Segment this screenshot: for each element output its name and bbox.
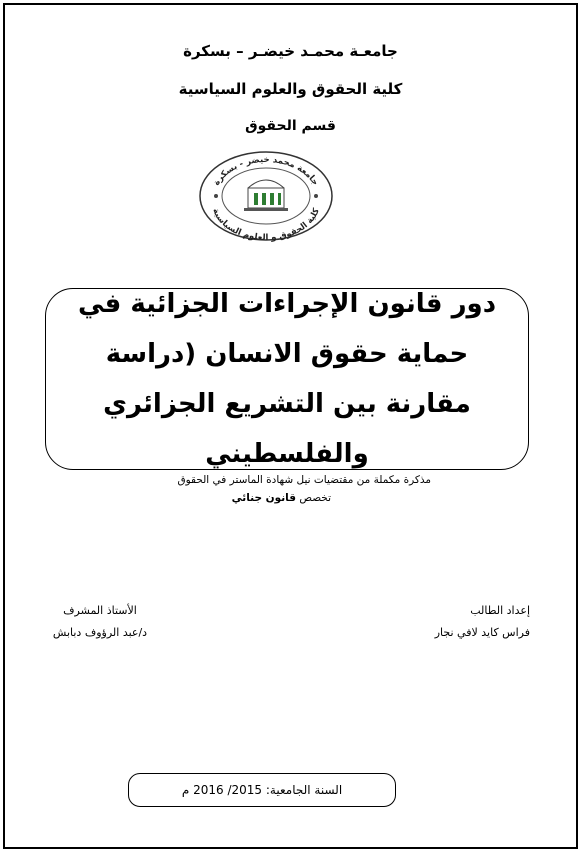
student-name: فراس كايد لافي نجار (434, 626, 530, 639)
university-name: جامعـة محمـد خيضـر – بسكرة (183, 42, 398, 60)
specialization (232, 492, 331, 504)
academic-year-box (128, 773, 396, 807)
thesis-title-box (45, 288, 529, 470)
seal-top-text: جامعة محمد خيضر - بسكرة (211, 154, 321, 188)
academic-year: السنة الجامعية: 2015/ 2016 م (181, 783, 343, 797)
student-label: إعداد الطالب (470, 604, 530, 617)
memo-description: مذكرة مكملة من مقتضيات نيل شهادة الماستر في الحقوق (177, 474, 431, 486)
university-seal-icon (196, 150, 336, 242)
faculty-name: كلية الحقوق والعلوم السياسية (178, 80, 403, 98)
thesis-title: دور قانون الإجراءات الجزائية في حماية حقوق الانسان (دراسة مقارنة بين التشريع الجزائري والفلسطيني (77, 289, 497, 469)
department-name: قسم الحقوق (245, 118, 336, 134)
supervisor-label: الأستاذ المشرف (63, 604, 137, 617)
seal-bottom-text: كلية الحقوق و العلوم السياسية (210, 207, 322, 242)
supervisor-name: د/عبد الرؤوف دبابش (52, 626, 148, 639)
specialization-value: قانون جنائي (231, 492, 296, 504)
specialization-prefix: تخصص (299, 492, 331, 504)
